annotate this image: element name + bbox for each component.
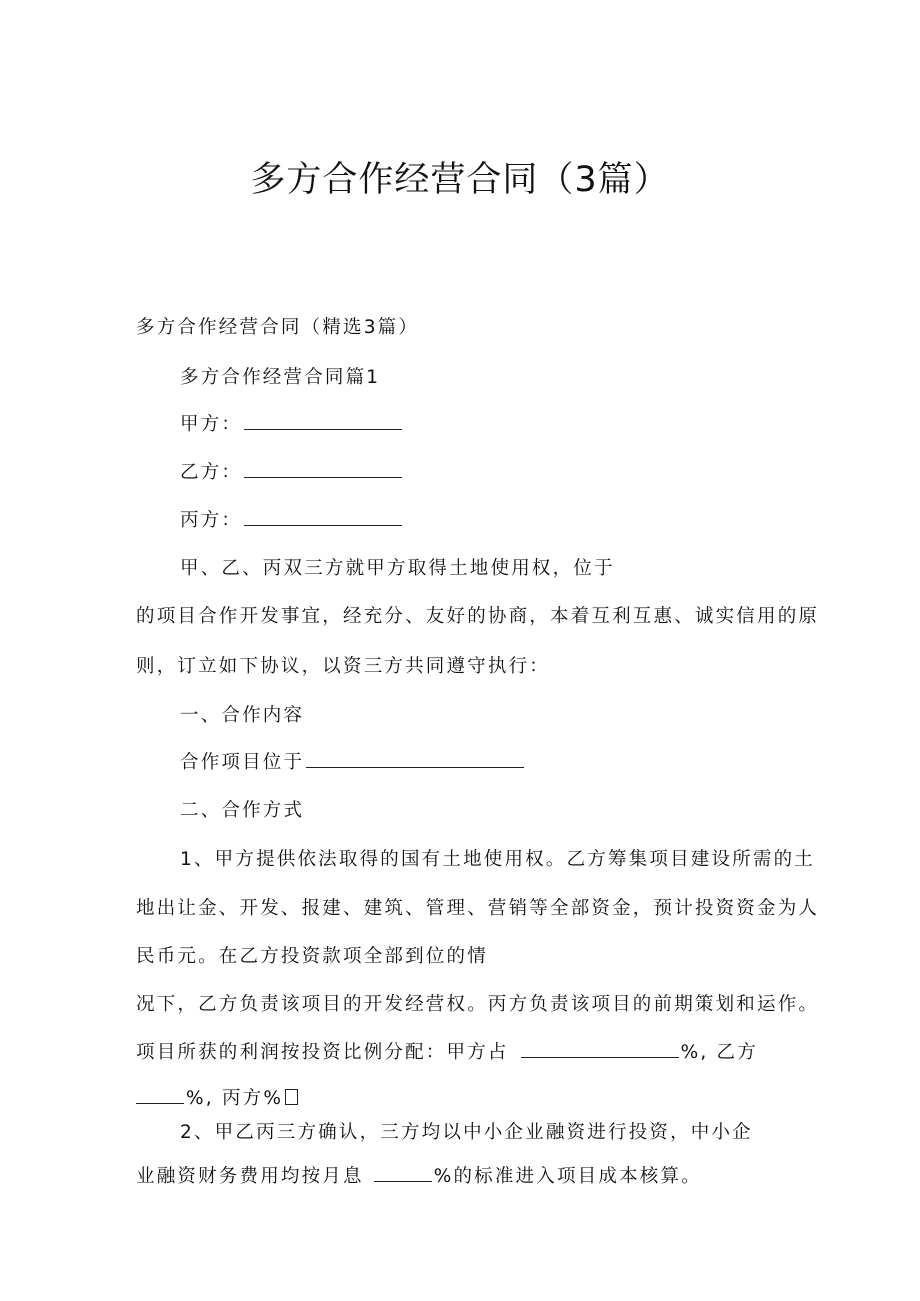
para2-line-1: 2、甲乙丙三方确认，三方均以中小企业融资进行投资，中小企 [180,1122,753,1143]
para1-line-4: 况下，乙方负责该项目的开发经营权。丙方负责该项目的前期策划和运作。 [136,994,820,1015]
heading-cooperation-content: 一、合作内容 [180,705,305,726]
cooperation-item-blank [306,753,524,768]
party-b-share-blank [136,1089,184,1104]
intro-line-1: 甲、乙、丙双三方就甲方取得土地使用权，位于 [180,558,615,579]
para1-line-3: 民币元。在乙方投资款项全部到位的情 [136,946,488,967]
party-c-label: 丙方： [180,510,243,531]
intro-line-2: 的项目合作开发事宜，经充分、友好的协商，本着互利互惠、诚实信用的原 [136,606,820,627]
section-heading: 多方合作经营合同篇1 [180,367,381,388]
document-subtitle: 多方合作经营合同（精选3篇） [136,317,420,338]
party-b-share-label: %, 乙方 [680,1042,758,1063]
party-a-blank [244,415,402,430]
cooperation-item-label: 合作项目位于 [180,752,305,773]
party-b-blank [244,463,402,478]
party-b-line [180,458,404,484]
interest-rate-blank [374,1167,432,1182]
para1-line-1: 1、甲方提供依法取得的国有土地使用权。乙方筹集项目建设所需的土 [180,849,815,870]
party-a-share-blank [521,1043,679,1058]
document-title: 多方合作经营合同（3篇） [250,160,670,200]
party-c-share-label: %, 丙方% [186,1088,284,1109]
para1-line-6 [136,1084,298,1110]
party-c-blank [244,511,402,526]
heading-cooperation-method: 二、合作方式 [180,800,305,821]
cooperation-item-line [180,748,526,774]
party-b-label: 乙方： [180,462,243,483]
interest-suffix: %的标准进入项目成本核算。 [433,1166,702,1187]
checkbox-glyph [285,1089,298,1105]
interest-label: 业融资财务费用均按月息 [136,1166,364,1187]
profit-label: 项目所获的利润按投资比例分配：甲方占 [136,1042,509,1063]
party-c-line [180,506,404,532]
party-a-line [180,410,404,436]
para1-line-5 [136,1038,758,1064]
para1-line-2: 地出让金、开发、报建、建筑、管理、营销等全部资金，预计投资资金为人 [136,898,820,919]
party-a-label: 甲方： [180,414,243,435]
intro-line-3: 则，订立如下协议，以资三方共同遵守执行： [136,656,551,677]
para2-line-2 [136,1162,702,1188]
